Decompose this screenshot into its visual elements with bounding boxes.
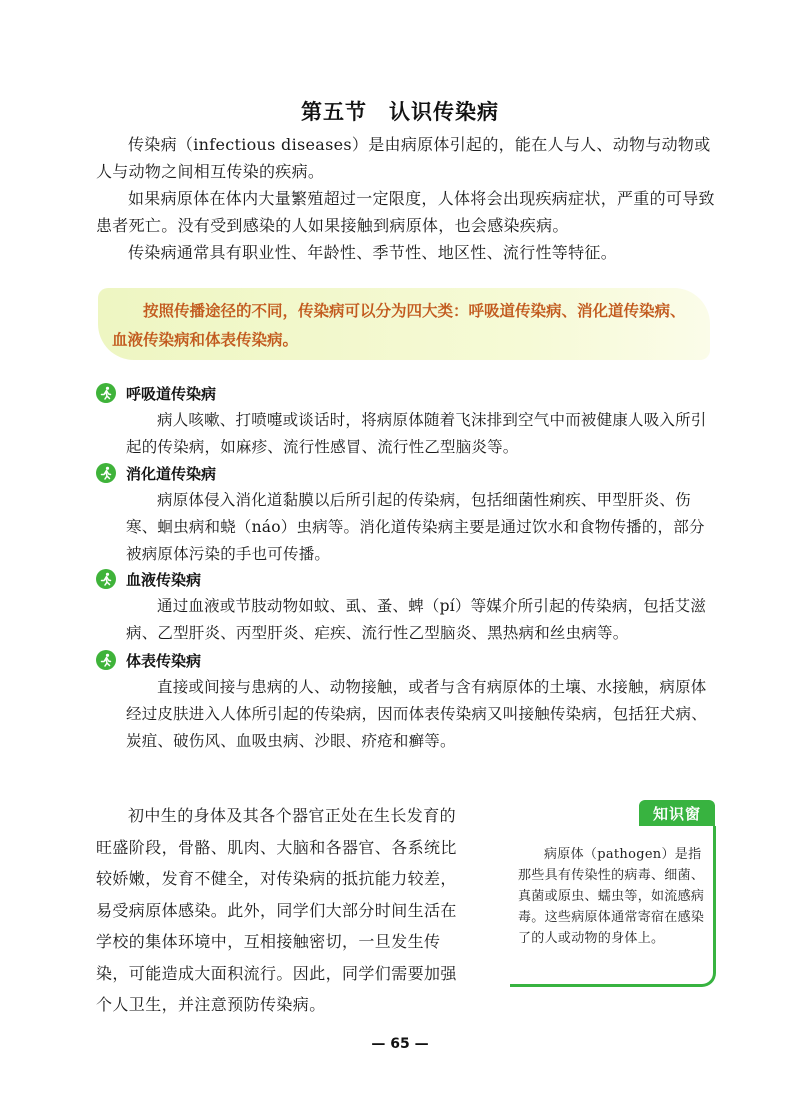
intro-paragraph: 传染病（infectious diseases）是由病原体引起的，能在人与人、动物与动物或人与动物之间相互传染的疾病。: [96, 135, 711, 181]
student-note: [96, 800, 468, 1021]
knowledge-window: [510, 800, 715, 986]
highlight-text: 按照传播途径的不同，传染病可以分为四大类：呼吸道传染病、消化道传染病、血液传染病和体表传染病。: [112, 302, 686, 349]
section-title: 第五节 认识传染病: [301, 100, 499, 124]
intro-section: [96, 131, 716, 266]
category-title: 血液传染病: [126, 570, 202, 589]
category-respiratory: [96, 381, 716, 461]
category-blood: [96, 567, 716, 647]
category-title: 消化道传染病: [126, 464, 217, 483]
category-title: 体表传染病: [126, 651, 202, 670]
category-title: 呼吸道传染病: [126, 384, 217, 403]
running-person-icon: [96, 383, 116, 403]
page-number: — 65 —: [371, 1036, 429, 1052]
classification-highlight-box: [98, 288, 710, 360]
running-person-icon: [96, 463, 116, 483]
category-digestive: [96, 461, 716, 568]
knowledge-window-label: 知识窗: [639, 800, 715, 826]
student-note-text: 初中生的身体及其各个器官正处在生长发育的旺盛阶段，骨骼、肌肉、大脑和各器官、各系统比较娇嫩，发育不健全，对传染病的抵抗能力较差，易受病原体感染。此外，同学们大部分时间生活在学校的集体环境中，互相接触密切，一旦发生传染，可能造成大面积流行。因此，同学们需要加强个人卫生，并注意预防传染病。: [96, 806, 457, 1014]
category-body: 病原体侵入消化道黏膜以后所引起的传染病，包括细菌性痢疾、甲型肝炎、伤寒、蛔虫病和蛲（náo）虫病等。消化道传染病主要是通过饮水和食物传播的，部分被病原体污染的手也可传播。: [126, 491, 705, 563]
category-skin: [96, 648, 716, 755]
knowledge-window-text: 病原体（pathogen）是指那些具有传染性的病毒、细菌、真菌或原虫、蠕虫等，如流感病毒。这些病原体通常寄宿在感染了的人或动物的身体上。: [518, 847, 705, 946]
running-person-icon: [96, 569, 116, 589]
running-person-icon: [96, 650, 116, 670]
knowledge-window-body: [518, 844, 706, 949]
category-body: 通过血液或节肢动物如蚊、虱、蚤、蜱（pí）等媒介所引起的传染病，包括艾滋病、乙型肝炎、丙型肝炎、疟疾、流行性乙型脑炎、黑热病和丝虫病等。: [126, 597, 707, 642]
intro-paragraph: 传染病通常具有职业性、年龄性、季节性、地区性、流行性等特征。: [128, 243, 618, 262]
category-body: 直接或间接与患病的人、动物接触，或者与含有病原体的土壤、水接触，病原体经过皮肤进入人体所引起的传染病，因而体表传染病又叫接触传染病，包括狂犬病、炭疽、破伤风、血吸虫病、沙眼、疥疮和癣等。: [126, 678, 707, 750]
category-body: 病人咳嗽、打喷嚏或谈话时，将病原体随着飞沫排到空气中而被健康人吸入所引起的传染病，如麻疹、流行性感冒、流行性乙型脑炎等。: [126, 411, 707, 456]
intro-paragraph: 如果病原体在体内大量繁殖超过一定限度，人体将会出现疾病症状，严重的可导致患者死亡。没有受到感染的人如果接触到病原体，也会感染疾病。: [96, 189, 715, 235]
